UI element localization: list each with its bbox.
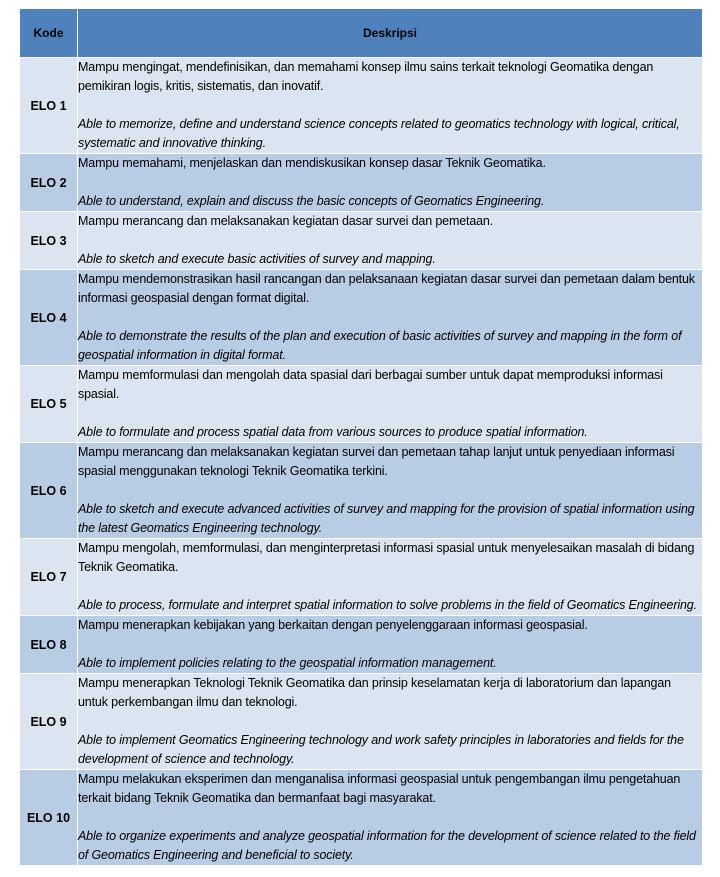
row-kode: ELO 6 — [20, 443, 78, 539]
table-row — [20, 770, 703, 866]
table-row — [20, 212, 703, 270]
description-english: Able to understand, explain and discuss the basic concepts of Geomatics Engineering. — [78, 194, 545, 208]
row-deskripsi — [78, 674, 703, 770]
description-english: Able to process, formulate and interpret spatial information to solve problems in the field of Geomatics Engineering. — [78, 598, 697, 612]
row-deskripsi — [78, 539, 703, 616]
table-row — [20, 58, 703, 154]
row-deskripsi — [78, 366, 703, 443]
row-kode: ELO 1 — [20, 58, 78, 154]
description-english: Able to sketch and execute basic activities of survey and mapping. — [78, 252, 436, 266]
description-english: Able to formulate and process spatial data from various sources to produce spatial information. — [78, 425, 588, 439]
description-english: Able to memorize, define and understand science concepts related to geomatics technology with logical, critical, systematic and innovative thinking. — [78, 117, 680, 150]
row-deskripsi — [78, 616, 703, 674]
description-english: Able to organize experiments and analyze geospatial information for the development of science related to the field of Geomatics Engineering and beneficial to society. — [78, 829, 696, 862]
description-indonesian: Mampu memahami, menjelaskan dan mendiskusikan konsep dasar Teknik Geomatika. — [78, 156, 546, 170]
row-kode: ELO 9 — [20, 674, 78, 770]
row-kode: ELO 4 — [20, 270, 78, 366]
description-indonesian: Mampu mengolah, memformulasi, dan menginterpretasi informasi spasial untuk menyelesaikan masalah di bidang Teknik Geomatika. — [78, 541, 695, 574]
table-row — [20, 270, 703, 366]
row-kode: ELO 2 — [20, 154, 78, 212]
elo-table — [19, 8, 703, 866]
row-deskripsi — [78, 270, 703, 366]
description-english: Able to implement Geomatics Engineering technology and work safety principles in laboratories and fields for the development of science and technology. — [78, 733, 684, 766]
table-row — [20, 154, 703, 212]
description-indonesian: Mampu melakukan eksperimen dan menganalisa informasi geospasial untuk pengembangan ilmu pengetahuan terkait bidang Teknik Geomatika dan bermanfaat bagi masyarakat. — [78, 772, 681, 805]
table-row — [20, 674, 703, 770]
description-english: Able to implement policies relating to the geospatial information management. — [78, 656, 497, 670]
row-deskripsi — [78, 770, 703, 866]
description-indonesian: Mampu merancang dan melaksanakan kegiatan survei dan pemetaan tahap lanjut untuk penyediaan informasi spasial menggunakan teknologi Teknik Geomatika terkini. — [78, 445, 675, 478]
description-indonesian: Mampu mendemonstrasikan hasil rancangan dan pelaksanaan kegiatan dasar survei dan pemetaan dalam bentuk informasi geospasial dengan format digital. — [78, 272, 695, 305]
table-row — [20, 366, 703, 443]
description-indonesian: Mampu memformulasi dan mengolah data spasial dari berbagai sumber untuk dapat memproduksi informasi spasial. — [78, 368, 663, 401]
row-kode: ELO 3 — [20, 212, 78, 270]
table-row — [20, 539, 703, 616]
table-header-row — [20, 9, 703, 58]
header-deskripsi: Deskripsi — [78, 9, 703, 58]
description-indonesian: Mampu mengingat, mendefinisikan, dan memahami konsep ilmu sains terkait teknologi Geomatika dengan pemikiran logis, kritis, sistematis, dan inovatif. — [78, 60, 654, 93]
row-kode: ELO 7 — [20, 539, 78, 616]
row-deskripsi — [78, 154, 703, 212]
row-deskripsi — [78, 212, 703, 270]
table-row — [20, 443, 703, 539]
row-kode: ELO 10 — [20, 770, 78, 866]
row-kode: ELO 8 — [20, 616, 78, 674]
row-kode: ELO 5 — [20, 366, 78, 443]
row-deskripsi — [78, 443, 703, 539]
description-indonesian: Mampu menerapkan Teknologi Teknik Geomatika dan prinsip keselamatan kerja di laboratorium dan lapangan untuk perkembangan ilmu dan teknologi. — [78, 676, 671, 709]
description-english: Able to sketch and execute advanced activities of survey and mapping for the provision of spatial information using the latest Geomatics Engineering technology. — [78, 502, 695, 535]
header-kode: Kode — [20, 9, 78, 58]
row-deskripsi — [78, 58, 703, 154]
table-row — [20, 616, 703, 674]
description-indonesian: Mampu menerapkan kebijakan yang berkaitan dengan penyelenggaraan informasi geospasial. — [78, 618, 588, 632]
description-indonesian: Mampu merancang dan melaksanakan kegiatan dasar survei dan pemetaan. — [78, 214, 494, 228]
description-english: Able to demonstrate the results of the plan and execution of basic activities of survey and mapping in the form of geospatial information in digital format. — [78, 329, 682, 362]
